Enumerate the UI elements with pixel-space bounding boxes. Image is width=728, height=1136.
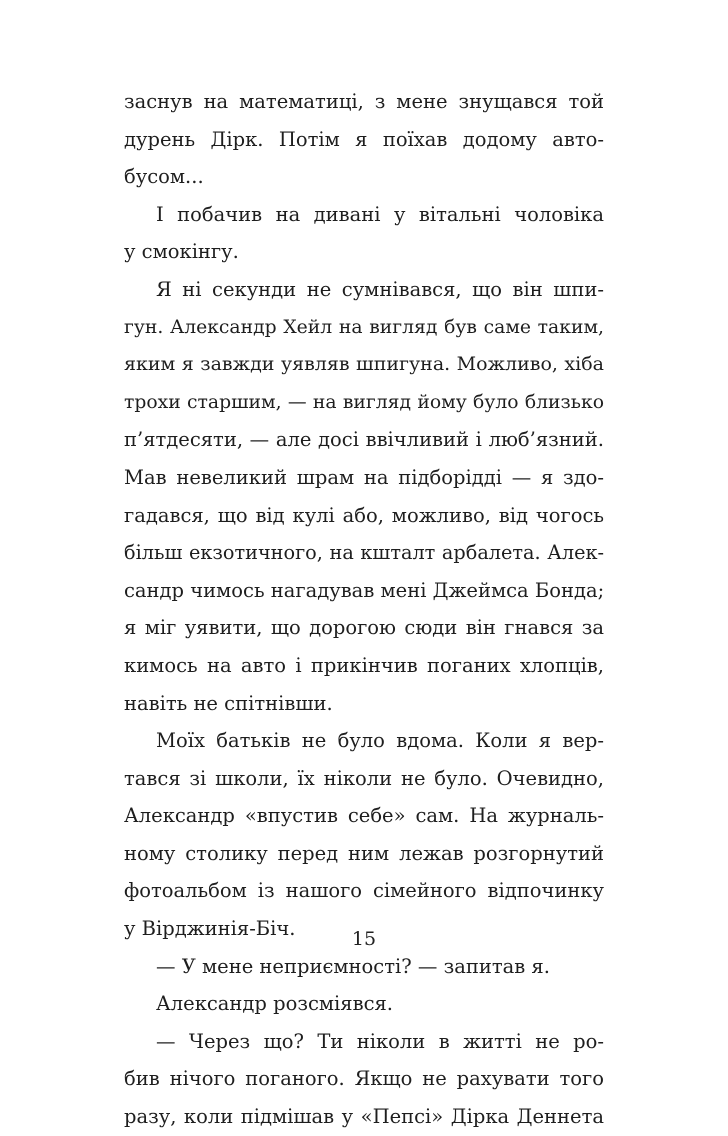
text-line: тався зі школи, їх ніколи не було. Очевидно, [124, 766, 604, 790]
text-line: я міг уявити, що дорогою сюди він гнався за [124, 616, 604, 640]
text-line: фотоальбом із нашого сімейного відпочинку [124, 879, 604, 903]
text-line: бив нічого поганого. Якщо не рахувати того [124, 1067, 604, 1091]
text-line: Я ні секунди не сумнівався, що він шпи- [156, 277, 604, 301]
text-line: — У мене неприємності? — запитав я. [156, 954, 550, 978]
text-line: заснув на математиці, з мене знущався той [124, 90, 604, 113]
text-line: сандр чимось нагадував мені Джеймса Бонда; [124, 578, 605, 602]
text-line: у Вірджинія-Біч. [124, 917, 296, 941]
text-line: бусом... [124, 165, 204, 189]
text-line: навіть не спітнівши. [124, 691, 333, 715]
text-line: гадався, що від кулі або, можливо, від чогось [124, 503, 604, 527]
text-line: Моїх батьків не було вдома. Коли я вер- [156, 729, 604, 753]
text-line: ному столику перед ним лежав розгорнутий [124, 841, 604, 865]
body-text [124, 83, 604, 1136]
text-line: Александр «впустив себе» сам. На журналь- [124, 804, 604, 828]
text-line: яким я завжди уявляв шпигуна. Можливо, хіба [124, 353, 604, 376]
text-line: Мав невеликий шрам на підборідді — я здо- [124, 465, 604, 489]
text-line: у смокінгу. [124, 240, 239, 264]
text-line: гун. Александр Хейл на вигляд був саме таким, [124, 316, 604, 338]
text-line: дурень Дірк. Потім я поїхав додому авто- [124, 127, 604, 151]
text-line: кимось на авто і прикінчив поганих хлопців, [124, 653, 604, 677]
text-line: трохи старшим, — на вигляд йому було близько [124, 391, 604, 413]
text-line: більш екзотичного, на кшталт арбалета. Алек- [124, 541, 604, 565]
text-line: разу, коли підмішав у «Пепсі» Дірка Деннета [124, 1105, 604, 1129]
page-number: 15 [351, 928, 377, 950]
text-line: І побачив на дивані у вітальні чоловіка [156, 202, 604, 226]
text-line: — Через що? Ти ніколи в житті не ро- [156, 1029, 604, 1053]
text-line: Александр розсміявся. [156, 992, 393, 1016]
text-line: п’ятдесяти, — але досі ввічливий і люб’язний. [124, 428, 604, 452]
